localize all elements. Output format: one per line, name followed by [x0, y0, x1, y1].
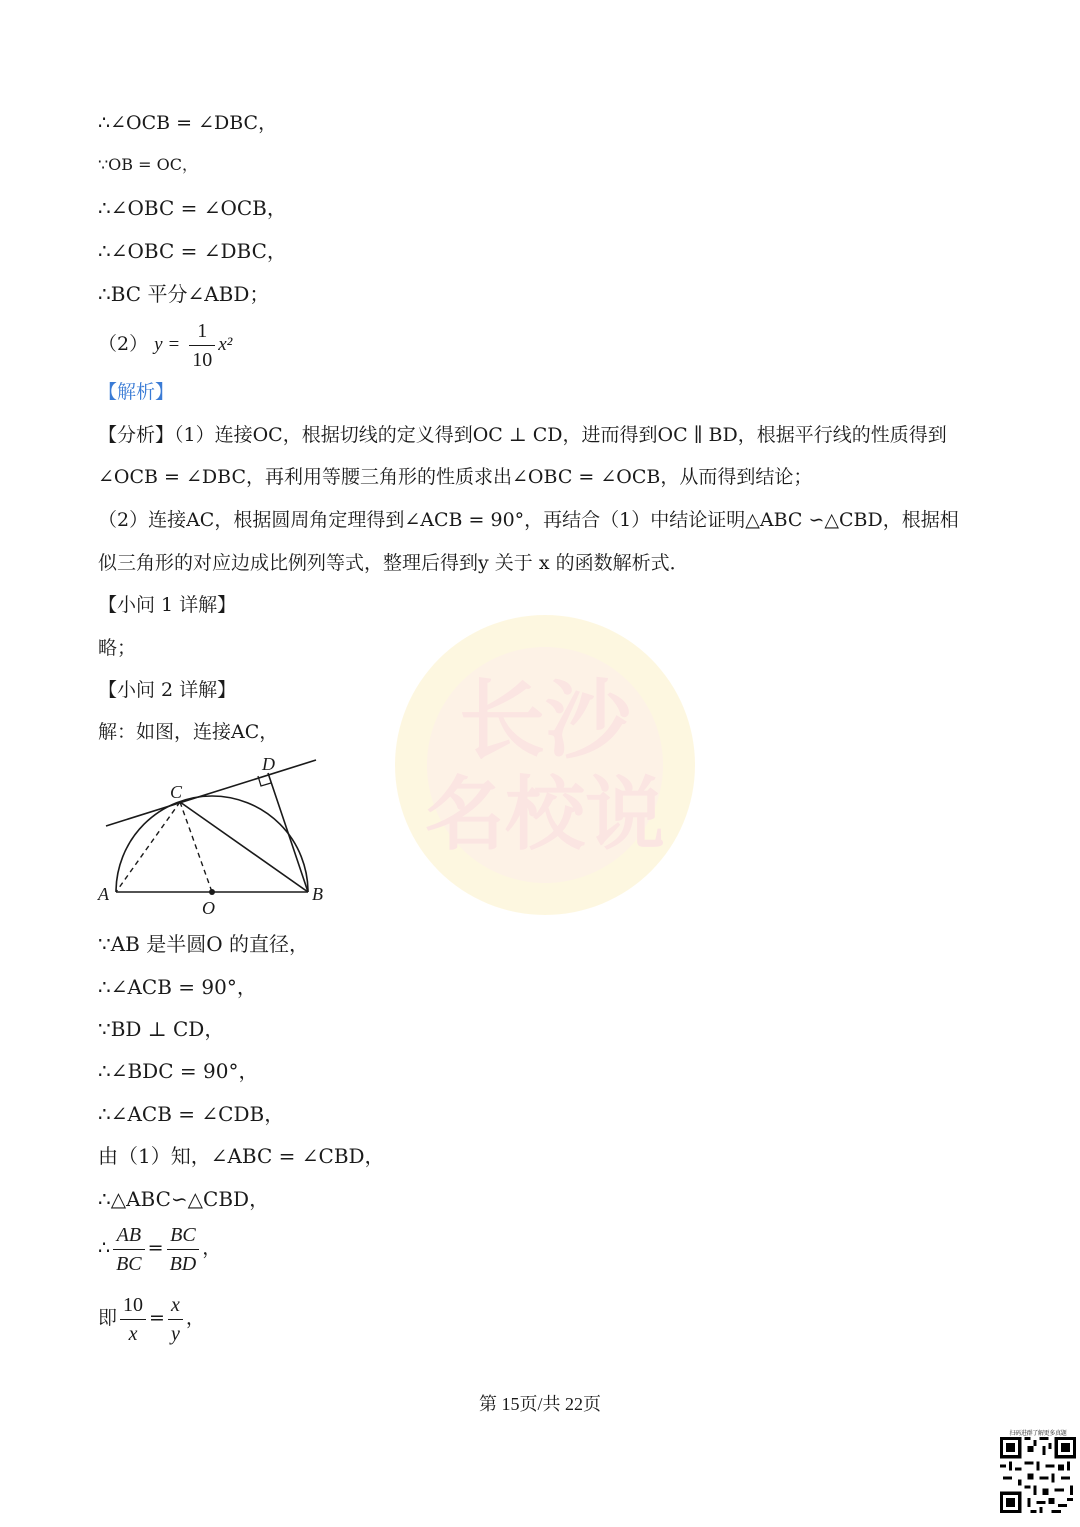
section-q1-heading: 【小问 1 详解】	[98, 594, 237, 616]
semicircle-diagram	[96, 748, 356, 920]
section-q2-heading: 【小问 2 详解】	[98, 679, 237, 701]
segment-oc	[180, 802, 212, 892]
qr-caption: 扫码进群了解更多真题	[1009, 1430, 1067, 1437]
fraction-bc-bd	[167, 1221, 200, 1278]
line-diameter: ∵AB 是半圆O 的直径，	[98, 932, 309, 956]
label-d: D	[262, 754, 275, 774]
watermark-line1: 长沙	[459, 671, 631, 771]
line-similar: ∴△ABC∽△CBD，	[98, 1187, 270, 1211]
line-bd-perp-cd: ∵BD ⊥ CD，	[98, 1017, 225, 1041]
line-bdc-90: ∴∠BDC = 90°，	[98, 1059, 259, 1083]
watermark-line2: 名校说	[425, 768, 665, 861]
line-2: ∵OB = OC，	[98, 155, 198, 174]
therefore-symbol: ∴	[98, 1237, 111, 1259]
fraction-numerator: x	[168, 1291, 183, 1320]
line-acb-90: ∴∠ACB = 90°，	[98, 975, 257, 999]
equation-lhs: y =	[154, 334, 181, 355]
equation-rhs: x²	[218, 334, 233, 355]
line-abc-eq-cbd: 由（1）知，∠ABC = ∠CBD，	[98, 1144, 385, 1168]
line-3: ∴∠OBC = ∠OCB，	[98, 196, 287, 220]
fraction-10-x	[120, 1291, 146, 1348]
ji-prefix: 即	[98, 1307, 118, 1329]
fraction-numerator: AB	[113, 1221, 145, 1250]
equals-sign: =	[147, 1237, 164, 1259]
line-analysis-1: 【分析】（1）连接OC，根据切线的定义得到OC ⊥ CD，进而得到OC ∥ BD，根据平行线的性质得到	[98, 424, 947, 446]
line-omitted: 略；	[98, 637, 137, 659]
center-point-o	[209, 889, 215, 895]
line-solution-intro: 解：如图，连接AC，	[98, 721, 279, 743]
punctuation: ，	[185, 1307, 205, 1329]
label-c: C	[170, 782, 183, 802]
segment-bd	[268, 773, 308, 892]
punctuation: ，	[202, 1237, 222, 1259]
fraction-numerator: 1	[189, 317, 215, 346]
fraction-denominator: BD	[169, 1252, 197, 1275]
fraction-numerator: BC	[167, 1221, 200, 1250]
fraction-numerator: 10	[120, 1291, 146, 1320]
qr-block	[1000, 1428, 1076, 1517]
tangent-line-cd	[106, 760, 316, 826]
fraction-denominator: 10	[192, 348, 213, 371]
line-analysis-4: 似三角形的对应边成比例列等式，整理后得到y 关于 x 的函数解析式．	[98, 552, 689, 574]
semicircle-arc	[116, 796, 308, 892]
qr-code-icon[interactable]	[1000, 1437, 1076, 1513]
segment-ac	[116, 802, 180, 892]
line-analysis-3: （2）连接AC，根据圆周角定理得到∠ACB = 90°，再结合（1）中结论证明△ABC ∽△CBD，根据相	[98, 509, 959, 531]
page-footer: 第 15页/共 22页	[478, 1394, 601, 1414]
fraction-denominator: y	[170, 1322, 180, 1345]
line-5: ∴BC 平分∠ABD；	[98, 282, 270, 306]
line-analysis-2: ∠OCB = ∠DBC，再利用等腰三角形的性质求出∠OBC = ∠OCB，从而得到结论；	[98, 466, 813, 488]
line-4: ∴∠OBC = ∠DBC，	[98, 239, 287, 263]
label-o: O	[202, 898, 215, 918]
fraction-ab-bc	[113, 1221, 145, 1278]
line-1: ∴∠OCB = ∠DBC，	[98, 112, 278, 134]
label-a: A	[98, 884, 109, 904]
line-ratio	[98, 1218, 1020, 1278]
part-label: （2）	[98, 333, 149, 355]
fraction-one-tenth	[189, 317, 215, 374]
jiexi-tag: 【解析】	[98, 381, 175, 403]
equals-sign: =	[149, 1307, 165, 1329]
line-6	[98, 314, 1020, 375]
line-substituted	[98, 1288, 1020, 1348]
segment-cb	[180, 802, 308, 892]
line-acb-eq-cdb: ∴∠ACB = ∠CDB，	[98, 1102, 285, 1126]
label-b: B	[312, 884, 323, 904]
fraction-denominator: x	[128, 1322, 138, 1345]
fraction-x-y	[168, 1291, 183, 1348]
fraction-denominator: BC	[116, 1252, 142, 1275]
